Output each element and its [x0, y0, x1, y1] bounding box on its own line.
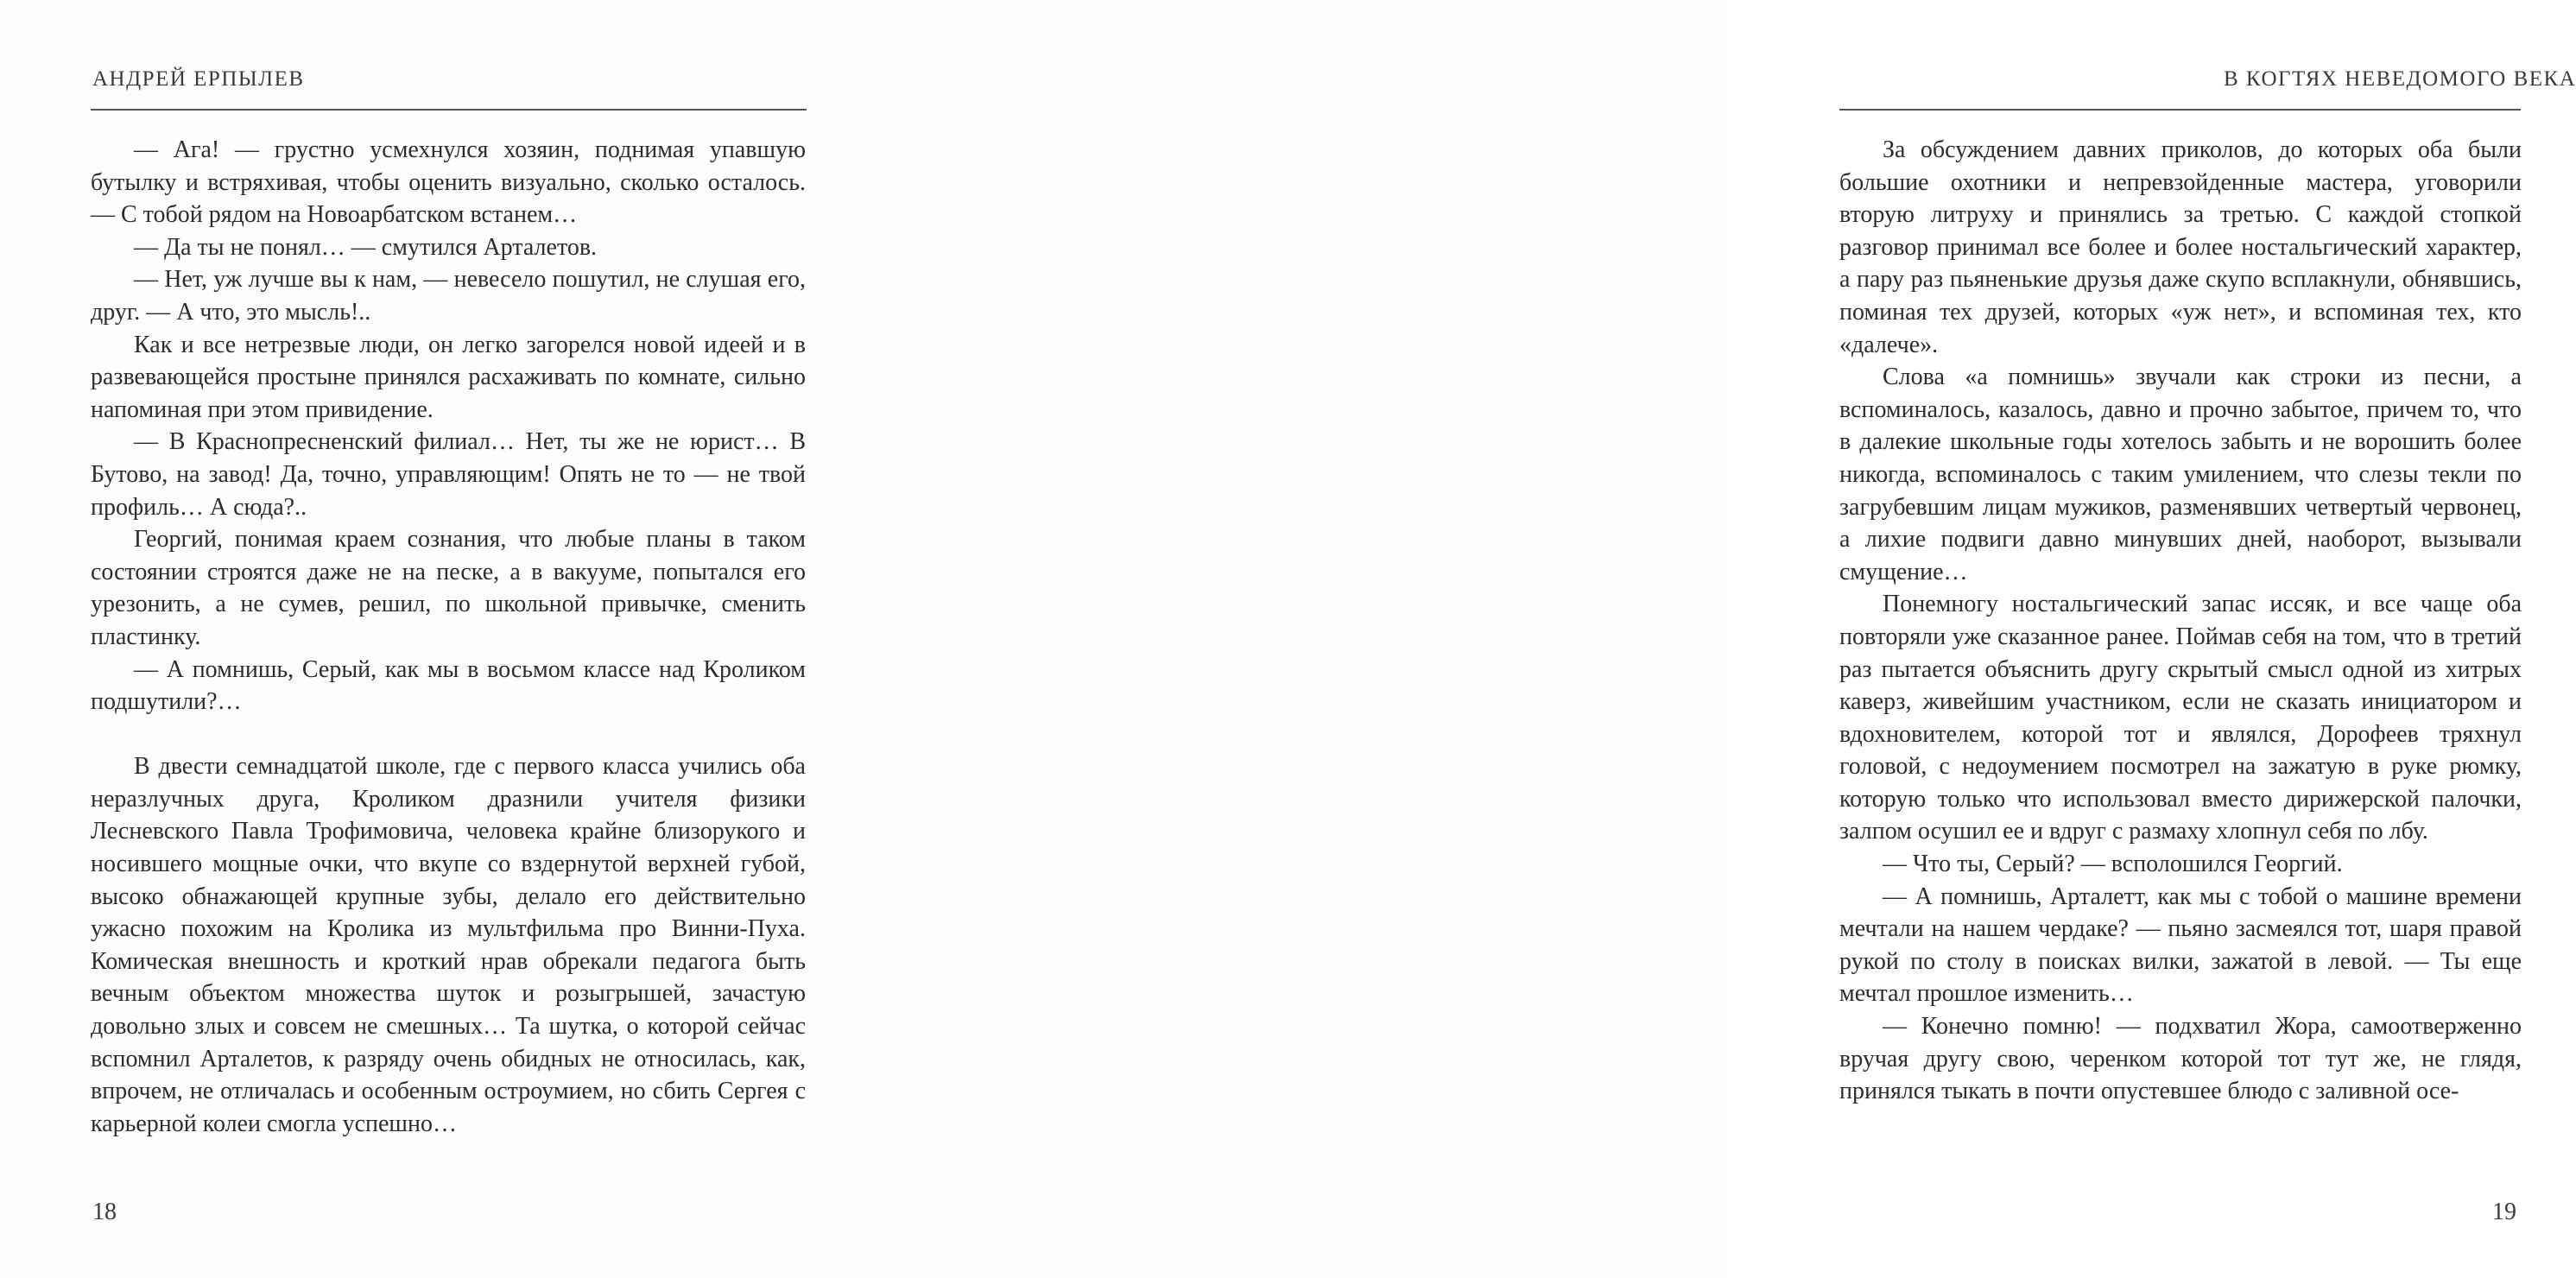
left-page-text	[91, 134, 806, 1140]
right-page-text	[1839, 134, 2522, 1108]
paragraph: Слова «а помнишь» звучали как строки из песни, а вспоминалось, казалось, давно и прочно забытое, причем то, что в далекие школьные годы хотелось забыть и не ворошить более никогда, вспоминалось с таким умилением, что слезы текли по загрубевшим лицам мужиков, разменявших четвертый червонец, а лихие подвиги давно минувших дней, наоборот, вызывали смущение…	[1839, 364, 2522, 585]
paragraph: — Конечно помню! — подхватил Жора, самоотверженно вручая другу свою, черенком которой тот тут же, не глядя, принялся тыкать в почти опустевшее блюдо с заливной осе-	[1839, 1013, 2522, 1105]
paragraph: За обсуждением давних приколов, до которых оба были большие охотники и непревзойденные мастера, уговорили вторую литруху и принялись за третью. С каждой стопкой разговор принимал все более и более ностальгический характер, а пару раз пьяненькие друзья даже скупо всплакнули, обнявшись, поминая тех друзей, которых «уж нет», и вспоминая тех, кто «далече».	[1839, 136, 2522, 358]
header-rule	[91, 109, 807, 111]
paragraph-section-start: В двести семнадцатой школе, где с первого класса учились оба неразлучных друга, Кроликом дразнили учителя физики Лесневского Павла Трофимовича, человека крайне близорукого и носившего мощные очки, что вкупе со вздернутой верхней губой, высоко обнажающей крупные зубы, делало его действительно ужасно похожим на Кролика из мультфильма про Винни-Пуха. Комическая внешность и кроткий нрав обрекали педагога быть вечным объектом множества шуток и розыгрышей, зачастую довольно злых и совсем не смешных… Та шутка, о которой сейчас вспомнил Арталетов, к разряду очень обидных не относилась, как, впрочем, не отличалась и особенным остроумием, но сбить Сергея с карьерной колеи смогла успешно…	[91, 753, 806, 1137]
paragraph: — А помнишь, Серый, как мы в восьмом классе над Кроликом подшутили?…	[91, 655, 806, 716]
left-page	[0, 0, 864, 1278]
right-page	[864, 0, 2576, 1278]
running-head-author: АНДРЕЙ ЕРПЫЛЕВ	[92, 67, 305, 91]
paragraph: — Нет, уж лучше вы к нам, — невесело пошутил, не слушая его, друг. — А что, это мысль!..	[91, 266, 806, 326]
paragraph: Понемногу ностальгический запас иссяк, и все чаще оба повторяли уже сказанное ранее. Поймав себя на том, что в третий раз пытается объяснить другу скрытый смысл одной из хитрых каверз, живейшим участником, если не сказать инициатором и вдохновителем, которой тот и являлся, Дорофеев тряхнул головой, с недоумением посмотрел на зажатую в руке рюмку, которую только что использовал вместо дирижерской палочки, залпом осушил ее и вдруг с размаху хлопнул себя по лбу.	[1839, 591, 2522, 845]
paragraph: — Ага! — грустно усмехнулся хозяин, поднимая упавшую бутылку и встряхивая, чтобы оценить визуально, сколько осталось. — С тобой рядом на Новоарбатском встанем…	[91, 136, 806, 229]
page-number: 19	[2492, 1199, 2516, 1225]
page-number: 18	[92, 1199, 117, 1225]
paragraph: — А помнишь, Арталетт, как мы с тобой о машине времени мечтали на нашем чердаке? — пьяно засмеялся тот, шаря правой рукой по столу в поисках вилки, зажатой в левой. — Ты еще мечтал прошлое изменить…	[1839, 883, 2522, 1008]
running-head-title: В КОГТЯХ НЕВЕДОМОГО ВЕКА	[2224, 67, 2576, 91]
paragraph: — Да ты не понял… — смутился Арталетов.	[134, 233, 598, 261]
paragraph: Георгий, понимая краем сознания, что любые планы в таком состоянии строятся даже не на песке, а в вакууме, попытался его урезонить, а не сумев, решил, по школьной привычке, сменить пластинку.	[91, 526, 806, 650]
header-rule	[1839, 109, 2521, 111]
paragraph: Как и все нетрезвые люди, он легко загорелся новой идеей и в развевающейся простыне принялся расхаживать по комнате, сильно напоминая при этом привидение.	[91, 331, 806, 423]
paragraph: — Что ты, Серый? — всполошился Георгий.	[1883, 851, 2343, 878]
paragraph: — В Краснопресненский филиал… Нет, ты же не юрист… В Бутово, на завод! Да, точно, управляющим! Опять не то — не твой профиль… А сюда?..	[91, 428, 806, 521]
